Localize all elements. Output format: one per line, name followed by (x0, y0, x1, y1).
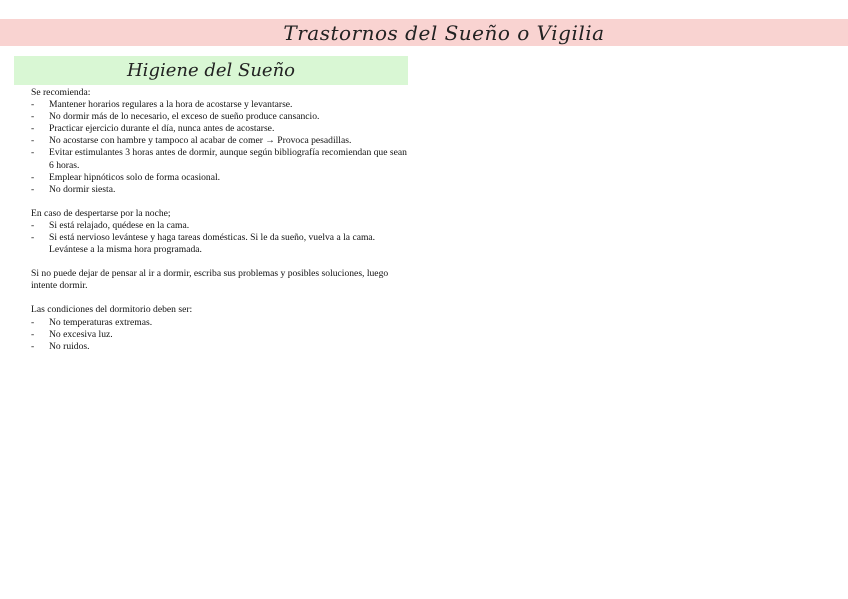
list-item: - No excesiva luz. (31, 329, 411, 341)
thinking-paragraph: Si no puede dejar de pensar al ir a dormir, escriba sus problemas y posibles soluciones, luego intente dormir. (31, 268, 389, 292)
header-banner (0, 19, 848, 46)
section-title: Higiene del Sueño (126, 60, 295, 81)
list-item: - Mantener horarios regulares a la hora de acostarse y levantarse. (31, 99, 411, 111)
list-item: - No dormir más de lo necesario, el exceso de sueño produce cansancio. (31, 111, 411, 123)
night-intro: En caso de despertarse por la noche; (31, 207, 171, 219)
bedroom-list (31, 317, 411, 353)
recommendations-list (31, 99, 411, 196)
recommendations-intro: Se recomienda: (31, 87, 91, 98)
list-item: - No ruidos. (31, 341, 411, 353)
list-item: - Si está nervioso levántese y haga tareas domésticas. Si le da sueño, vuelva a la cama. Levántese a la misma hora programada. (31, 232, 411, 256)
spacer (31, 196, 411, 208)
bedroom-intro: Las condiciones del dormitorio deben ser: (31, 304, 193, 316)
list-item: - No acostarse con hambre y tampoco al acabar de comer → Provoca pesadillas. (31, 135, 411, 147)
night-list (31, 220, 411, 256)
document-body (31, 87, 411, 353)
list-item: - Practicar ejercicio durante el día, nunca antes de acostarse. (31, 123, 411, 135)
section-banner (14, 56, 408, 85)
list-item: - Emplear hipnóticos solo de forma ocasional. (31, 172, 411, 184)
list-item: - No dormir siesta. (31, 184, 411, 196)
list-item: - Evitar estimulantes 3 horas antes de dormir, aunque según bibliografía recomiendan que sean 6 horas. (31, 147, 411, 171)
spacer (31, 292, 411, 304)
page-title: Trastornos del Sueño o Vigilia (283, 20, 605, 45)
spacer (31, 256, 411, 268)
list-item: - Si está relajado, quédese en la cama. (31, 220, 411, 232)
list-item: - No temperaturas extremas. (31, 317, 411, 329)
